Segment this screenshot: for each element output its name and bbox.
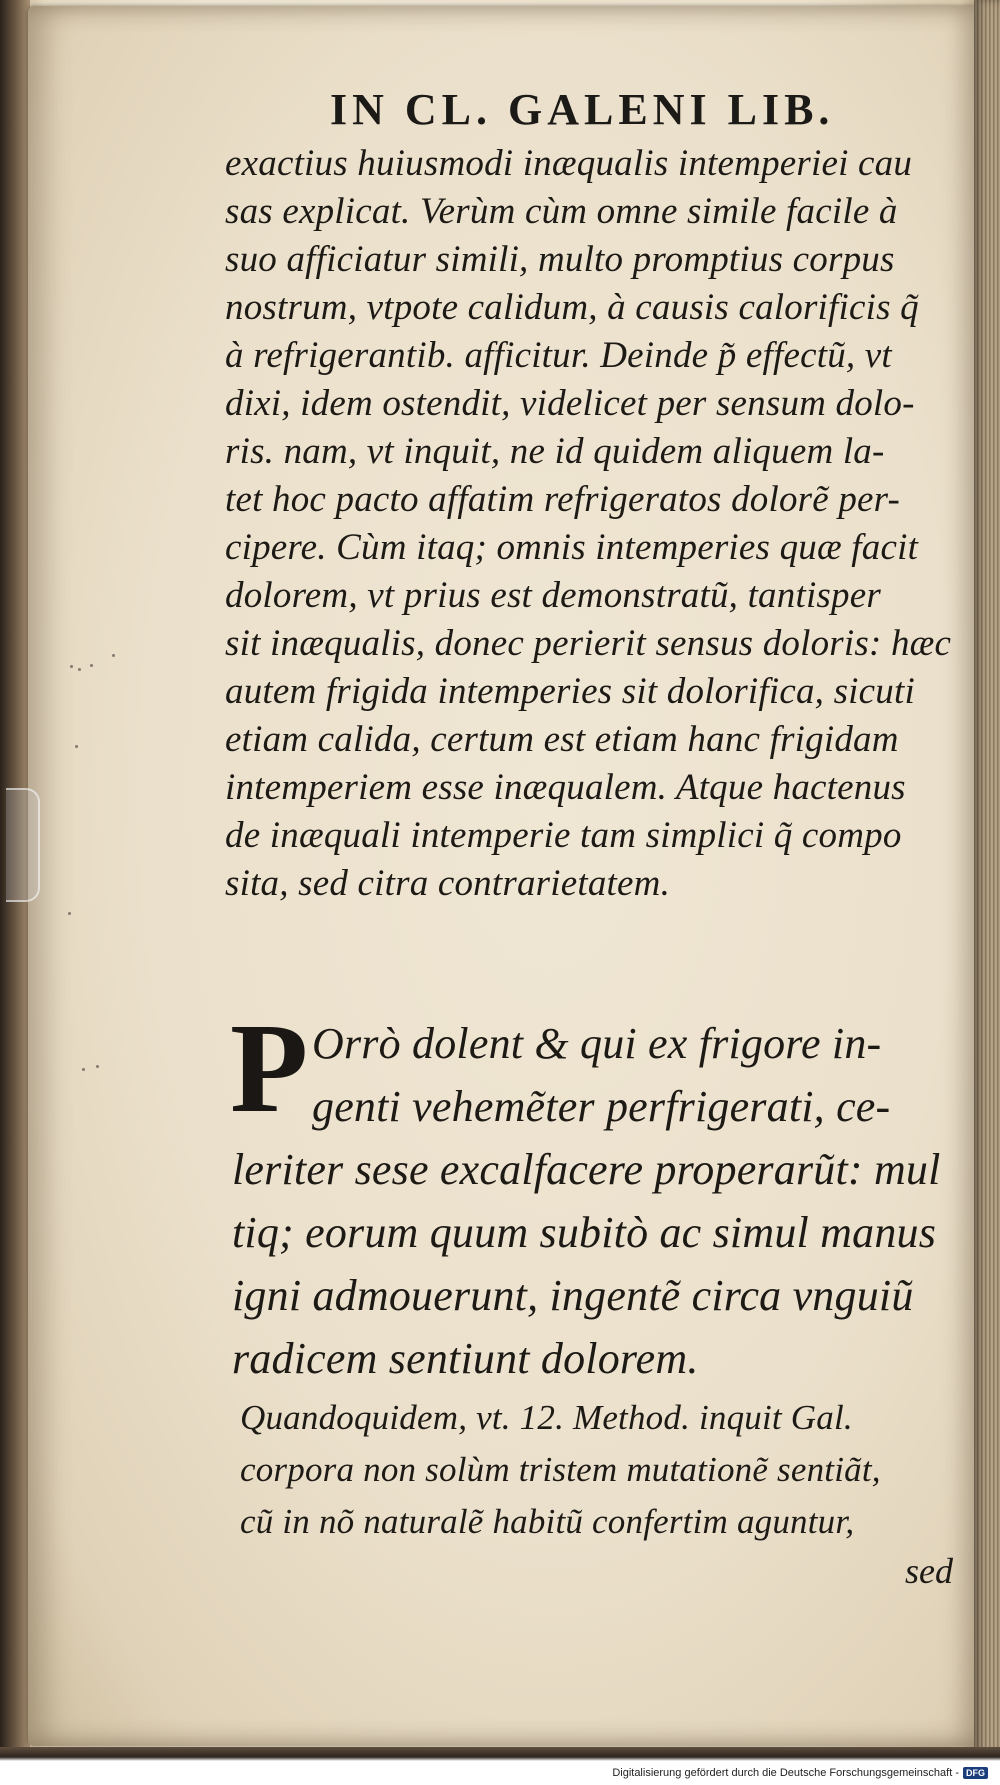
drop-cap: P [230, 997, 309, 1139]
text-line: igni admouerunt, ingentẽ circa vnguiũ [232, 1271, 914, 1320]
text-line: radicem sentiunt dolorem. [232, 1334, 699, 1383]
funding-credit [612, 1767, 988, 1779]
text-line: sas explicat. Verùm cùm omne simile facile à [225, 191, 898, 232]
text-line: tet hoc pacto affatim refrigeratos dolorẽ per- [225, 479, 901, 520]
text-line: cũ in nõ naturalẽ habitũ confertim aguntur, [240, 1502, 855, 1541]
dfg-logo-icon: DFG [963, 1767, 988, 1779]
paragraph-3 [240, 1392, 960, 1548]
funding-text: Digitalisierung gefördert durch die Deutsche Forschungsgemeinschaft - [612, 1767, 959, 1779]
text-line: cipere. Cùm itaq; omnis intemperies quæ facit [225, 527, 919, 568]
text-line: intemperiem esse inæqualem. Atque hactenus [225, 767, 906, 808]
footer-bar [0, 1747, 1000, 1785]
text-line: sita, sed citra contrarietatem. [225, 863, 671, 904]
text-line: dixi, idem ostendit, videlicet per sensum dolo- [225, 383, 915, 424]
text-line: suo afficiatur simili, multo promptius corpus [225, 239, 895, 280]
text-line: de inæquali intemperie tam simplici q̃ compo [225, 815, 902, 856]
text-line: à refrigerantib. afficitur. Deinde p̃ effectũ, vt [225, 335, 892, 376]
text-line: autem frigida intemperies sit dolorifica, sicuti [225, 671, 915, 712]
text-line: dolorem, vt prius est demonstratũ, tantisper [225, 575, 881, 616]
text-line: genti vehemẽter perfrigerati, ce- [312, 1082, 891, 1131]
text-line: nostrum, vtpote calidum, à causis calorificis q̃ [225, 287, 919, 328]
page-clip [6, 788, 40, 902]
catchword: sed [905, 1551, 953, 1591]
text-line: Quandoquidem, vt. 12. Method. inquit Gal. [240, 1398, 853, 1437]
page-stack-edge [974, 0, 1000, 1785]
text-line: etiam calida, certum est etiam hanc frigidam [225, 719, 899, 760]
text-line: ris. nam, vt inquit, ne id quidem aliquem la- [225, 431, 885, 472]
text-line: leriter sese excalfacere properarũt: mul [232, 1145, 941, 1194]
running-head: IN CL. GALENI LIB. [330, 85, 835, 134]
text-line: tiq; eorum quum subitò ac simul manus [232, 1208, 937, 1257]
paragraph-1 [225, 140, 952, 908]
text-line: corpora non solùm tristem mutationẽ sentiãt, [240, 1450, 881, 1489]
text-line: Orrò dolent & qui ex frigore in- [312, 1019, 882, 1068]
text-line: exactius huiusmodi inæqualis intemperiei cau [225, 143, 913, 184]
paragraph-2 [232, 1012, 952, 1390]
text-line: sit inæqualis, donec perierit sensus doloris: hæc [225, 623, 952, 664]
